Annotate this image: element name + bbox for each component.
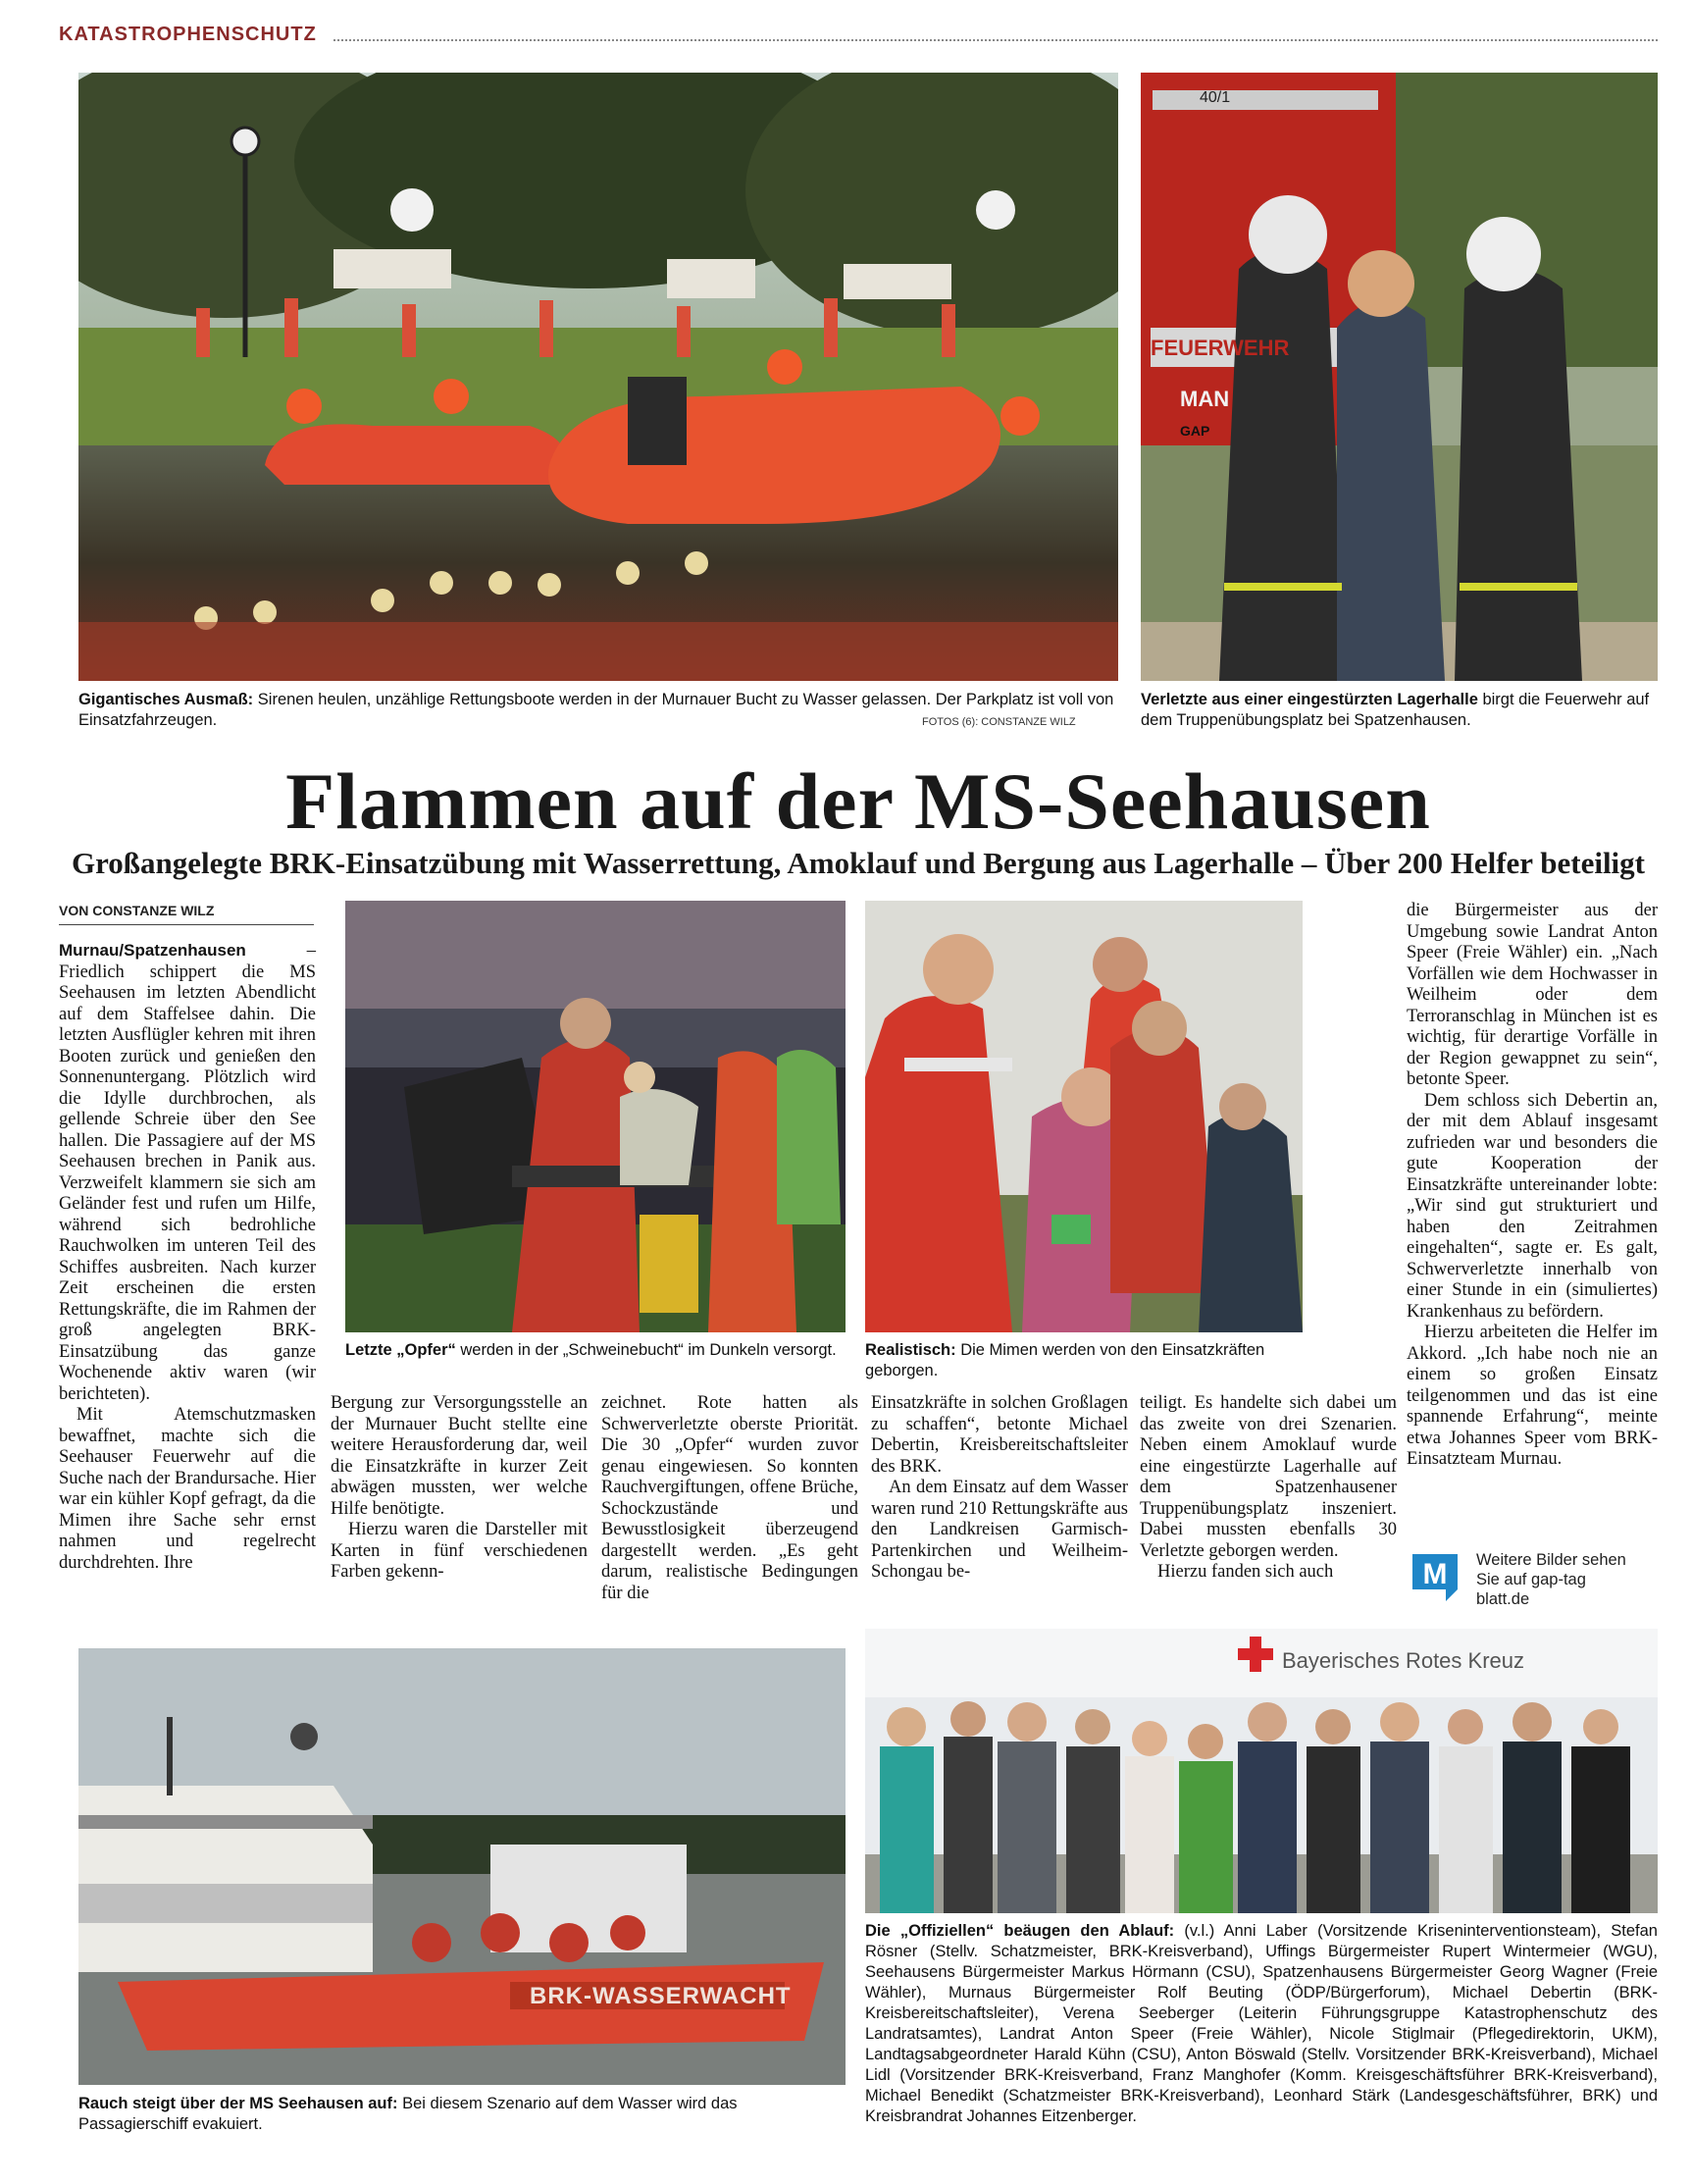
caption-ship-evacuation [78,2094,846,2135]
promo-text [1476,1550,1626,1609]
logo-letter: M [1422,1558,1448,1590]
caption-lead: Gigantisches Ausmaß: [78,691,254,708]
truck-number: 40/1 [1200,89,1231,106]
caption-realistic [865,1340,1303,1381]
article-column-3 [601,1393,858,1604]
headline: Flammen auf der MS-Seehausen [285,756,1431,846]
promo-line: Weitere Bilder sehen [1476,1551,1626,1569]
section-divider [333,39,1658,41]
section-label: KATASTROPHENSCHUTZ [59,24,317,45]
article-column-4 [871,1393,1128,1584]
caption-text: Bei diesem Szenario auf dem Wasser wird das Passagierschiff evakuiert. [78,2095,738,2133]
truck-plate: GAP [1180,423,1210,439]
paragraph: Bergung zur Versorgungsstelle an der Murnauer Bucht stellte eine weitere Herausforderung dar, weil die Einsatzkräfte in kurzer Zeit abwägen mussten, wer welche Hilfe benötigte. [331,1393,588,1519]
paragraph: zeichnet. Rote hatten als Schwerverletzte oberste Priorität. Die 30 „Opfer“ wurden zuvor genau eingewiesen. So konnten Rauchvergiftungen, offene Brüche, Schockzustände und Bewusstlosigkeit überzeugend dargestellt werden. „Es geht darum, realistische Bedingungen für die [601,1393,858,1603]
caption-lead: Die „Offiziellen“ beäugen den Ablauf: [865,1922,1175,1940]
paragraph: teiligt. Es handelte sich dabei um das zweite von drei Szenarien. Neben einem Amoklauf wurde eine eingestürzte Lagerhalle auf dem Spatzenhausener Truppenübungsplatz inszeniert. Dabei mussten ebenfalls 30 Verletzte geborgen werden. [1140,1393,1397,1561]
caption-officials [865,1921,1658,2127]
paragraph: Dem schloss sich Debertin an, der mit dem Ablauf insgesamt zufrieden war und besonders die gute Kooperation der Einsatzkräfte untereinander lobte: „Wir sind gut strukturiert und haben den Zeitrahmen eingehalten“, sagte er. Es galt, Schwerverletzte innerhalb von einer Stunde in ein (simuliertes) Krankenhaus zu befördern. [1407,1090,1658,1322]
caption-firefighters [1141,690,1658,731]
truck-text: FEUERWEHR [1151,336,1290,360]
article-column-1 [59,940,316,1574]
article-column-6 [1407,901,1658,1471]
photo-rescue-boats [78,73,1118,681]
byline: VON CONSTANZE WILZ [59,903,215,918]
dateline: Murnau/Spatzenhausen [59,941,246,960]
photo-officials [865,1629,1658,1913]
promo-line: Sie auf gap-tag [1476,1571,1586,1588]
paragraph: – Friedlich schippert die MS Seehausen im letzten Abendlicht auf dem Staffelsee dahin. Die letzten Ausflügler kehren mit ihren Booten zurück und genießen den Sonnenuntergang. Plötzlich wird die Idylle durchbrochen, als gellende Schreie über den See hallen. Die Passagiere auf der MS Seehausen brechen in Panik aus. Verzweifelt klammern sie sich am Geländer fest und rufen um Hilfe, während sich bedrohliche Rauchwolken im unteren Teil des Schiffes ausbreiten. Nach kurzer Zeit erscheinen die ersten Rettungskräfte, die im Rahmen der groß angelegten BRK-Einsatzübung das ganze Wochenende aktiv waren (wir berichteten). [59,941,316,1404]
promo-line: blatt.de [1476,1590,1530,1608]
paragraph: An dem Einsatz auf dem Wasser waren rund 210 Rettungskräfte aus den Landkreisen Garmisch-Partenkirchen und Weilheim-Schongau be- [871,1478,1128,1582]
paragraph: Hierzu fanden sich auch [1157,1562,1334,1582]
photo-firefighters [1141,73,1658,681]
paragraph: Hierzu arbeiteten die Helfer im Akkord. „Ich habe noch nie an einem so großen Einsatz teilgenommen und das ist eine spannende Erfahrung“, meinte etwa Johannes Speer vom BRK- Einsatzteam Murnau. [1407,1323,1658,1469]
caption-lead: Rauch steigt über der MS Seehausen auf: [78,2095,398,2112]
photo-ship-evacuation [78,1648,846,2085]
article-column-5 [1140,1393,1397,1584]
caption-lead: Letzte „Opfer“ [345,1341,456,1359]
caption-lead: Realistisch: [865,1341,956,1359]
caption-text: Sirenen heulen, unzählige Rettungsboote werden in der Murnauer Bucht zu Wasser gelassen. Der Parkplatz ist voll von Einsatzfahrzeugen. [78,691,1114,729]
paragraph: Hierzu waren die Darsteller mit Karten in fünf verschiedenen Farben gekenn- [331,1520,588,1582]
caption-text: birgt die Feuerwehr auf dem Truppenübungsplatz bei Spatzenhausen. [1141,691,1650,729]
caption-text: werden in der „Schweinebucht“ im Dunkeln versorgt. [455,1341,837,1359]
caption-night-rescue [345,1340,846,1361]
truck-brand: MAN [1180,387,1230,411]
caption-text: (v.l.) Anni Laber (Vorsitzende Kriseninterventionsteam), Stefan Rösner (Stellv. Schatzmeister, BRK-Kreisverband), Uffings Bürgermeister Rupert Wintermeier (WGU), Seehausens Bürgermeister Markus Hörmann (CSU), Spatzenhausens Bürgermeister Georg Wagner (Freie Wähler), Murnaus Bürgermeister Rolf Beuting (ÖDP/Bürgerforum), Michael Debertin (BRK-Kreisbereitschaftsleiter), Verena Seeberger (Leiterin Führungsgruppe Katastrophenschutz des Landratsamtes), Landrat Anton Speer (Freie Wähler), Nicole Stiglmair (Pflegedirektorin, UKM), Landtagsabgeordneter Harald Kühn (CSU), Anton Böswald (Stellv. Vorsitzender BRK-Kreisverband), Michael Lidl (Vorsitzender BRK-Kreisverband, Franz Manghofer (Komm. Kreisgeschäftsführer BRK-Kreisverband), Michael Benedikt (Schatzmeister BRK-Kreisverband), Leonhard Stärk (Landesgeschäftsführer, BRK) und Kreisbrandrat Johannes Eitzenberger. [865,1922,1658,2125]
photo-night-rescue [345,901,846,1332]
caption-lead: Verletzte aus einer eingestürzten Lagerhalle [1141,691,1478,708]
photo-credit: FOTOS (6): CONSTANZE WILZ [922,716,1076,728]
photo-realistic [865,901,1303,1332]
paragraph: Mit Atemschutzmasken bewaffnet, machte sich die Seehauser Feuerwehr auf die Suche nach der Brandursache. Hier war ein kühler Kopf gefragt, da die Mimen ihre Sache sehr ernst nahmen und regelrecht durchdrehten. Ihre [59,1405,316,1573]
caption-text: Die Mimen werden von den Einsatzkräften geborgen. [865,1341,1265,1379]
boat-label: BRK-WASSERWACHT [530,1983,792,2009]
byline-divider [59,924,314,925]
paragraph: Einsatzkräfte in solchen Großlagen zu schaffen“, betonte Michael Debertin, Kreisbereitschaftsleiter des BRK. [871,1393,1128,1477]
article-column-2 [331,1393,588,1584]
paragraph: die Bürgermeister aus der Umgebung sowie Landrat Anton Speer (Freie Wähler) ein. „Nach Vorfällen wie dem Hochwasser in Weilheim oder dem Terroranschlag in München ist es wichtig, für derartige Vorfälle in der Region gewappnet zu sein“, betonte Speer. [1407,901,1658,1089]
brk-banner: Bayerisches Rotes Kreuz [1282,1648,1524,1673]
subheadline: Großangelegte BRK-Einsatzübung mit Wasserrettung, Amoklauf und Bergung aus Lagerhalle – Über 200 Helfer beteiligt [71,846,1645,880]
m-logo-icon [1409,1550,1461,1603]
